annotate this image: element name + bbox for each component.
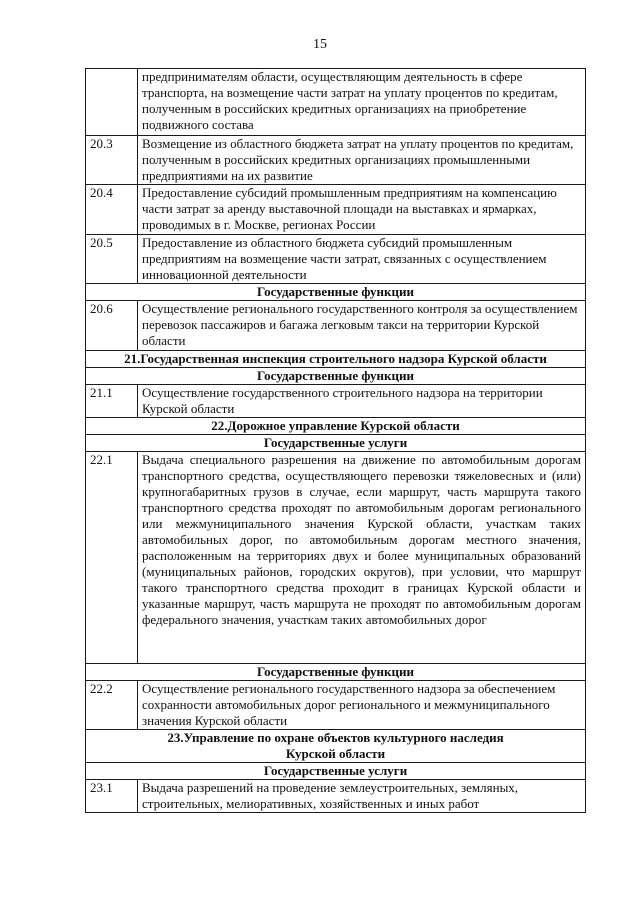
row-number: 23.1 bbox=[86, 780, 138, 813]
row-number bbox=[86, 69, 138, 136]
row-text: Осуществление регионального государственного надзора за обеспечением сохранности автомобильных дорог регионального и межмуниципального значения Курской области bbox=[138, 681, 586, 730]
row-number: 20.3 bbox=[86, 136, 138, 185]
row-text: Выдача специального разрешения на движение по автомобильным дорогам транспортного средства, осуществляющего перевозки тяжеловесных и (или) крупногабаритных грузов в случае, если маршрут, часть маршрута такого транспортного средства проходят по автомобильным дорогам регионального или межмуниципального значения Курской области, участкам таких автомобильных дорог, по автомобильным дорогам местного значения, расположенным на территориях двух и более муниципальных образований (муниципальных районов, городских округов), при условии, что маршрут такого транспортного средства проходит в границах Курской области и указанные маршрут, часть маршрута не проходят по автомобильным дорогам федерального значения, участкам таких автомобильных дорог bbox=[138, 452, 586, 664]
row-number: 21.1 bbox=[86, 385, 138, 418]
table-row bbox=[86, 780, 586, 813]
subsection-header: Государственные услуги bbox=[86, 763, 586, 780]
services-table bbox=[85, 68, 586, 813]
row-number: 20.4 bbox=[86, 185, 138, 235]
row-text: Возмещение из областного бюджета затрат на уплату процентов по кредитам, полученным в российских кредитных организациях промышленными предприятиями на их развитие bbox=[138, 136, 586, 185]
table-row bbox=[86, 301, 586, 351]
row-number: 22.1 bbox=[86, 452, 138, 664]
section-header-row bbox=[86, 418, 586, 435]
subsection-header: Государственные функции bbox=[86, 368, 586, 385]
subsection-header: Государственные функции bbox=[86, 284, 586, 301]
row-text: Выдача разрешений на проведение землеустроительных, земляных, строительных, мелиоративных, хозяйственных и иных работ bbox=[138, 780, 586, 813]
row-number: 20.6 bbox=[86, 301, 138, 351]
row-text: Осуществление государственного строительного надзора на территории Курской области bbox=[138, 385, 586, 418]
section-header-line: Курской области bbox=[285, 746, 386, 761]
row-text: Предоставление из областного бюджета субсидий промышленным предприятиям на возмещение части затрат, связанных с осуществлением инновационной деятельности bbox=[138, 235, 586, 284]
row-number: 20.5 bbox=[86, 235, 138, 284]
subsection-header-row bbox=[86, 763, 586, 780]
row-number: 22.2 bbox=[86, 681, 138, 730]
table-row bbox=[86, 681, 586, 730]
row-text: Осуществление регионального государственного контроля за осуществлением перевозок пассажиров и багажа легковым такси на территории Курской области bbox=[138, 301, 586, 351]
section-header-row bbox=[86, 351, 586, 368]
table-row bbox=[86, 136, 586, 185]
section-header: 21.Государственная инспекция строительного надзора Курской области bbox=[86, 351, 586, 368]
subsection-header: Государственные услуги bbox=[86, 435, 586, 452]
subsection-header: Государственные функции bbox=[86, 664, 586, 681]
table-row bbox=[86, 385, 586, 418]
section-header-row bbox=[86, 730, 586, 763]
subsection-header-row bbox=[86, 368, 586, 385]
table-row bbox=[86, 235, 586, 284]
subsection-header-row bbox=[86, 435, 586, 452]
section-header-line: 23.Управление по охране объектов культурного наследия bbox=[167, 730, 504, 745]
subsection-header-row bbox=[86, 284, 586, 301]
table-row bbox=[86, 452, 586, 664]
row-text: предпринимателям области, осуществляющим деятельность в сфере транспорта, на возмещение части затрат на уплату процентов по кредитам, полученным в российских кредитных организациях на приобретение подвижного состава bbox=[138, 69, 586, 136]
row-text: Предоставление субсидий промышленным предприятиям на компенсацию части затрат за аренду выставочной площади на выставках и ярмарках, проводимых в г. Москве, регионах России bbox=[138, 185, 586, 235]
table-row bbox=[86, 69, 586, 136]
section-header: 22.Дорожное управление Курской области bbox=[86, 418, 586, 435]
section-header bbox=[86, 730, 586, 763]
table-row bbox=[86, 185, 586, 235]
page-number: 15 bbox=[313, 37, 327, 52]
subsection-header-row bbox=[86, 664, 586, 681]
